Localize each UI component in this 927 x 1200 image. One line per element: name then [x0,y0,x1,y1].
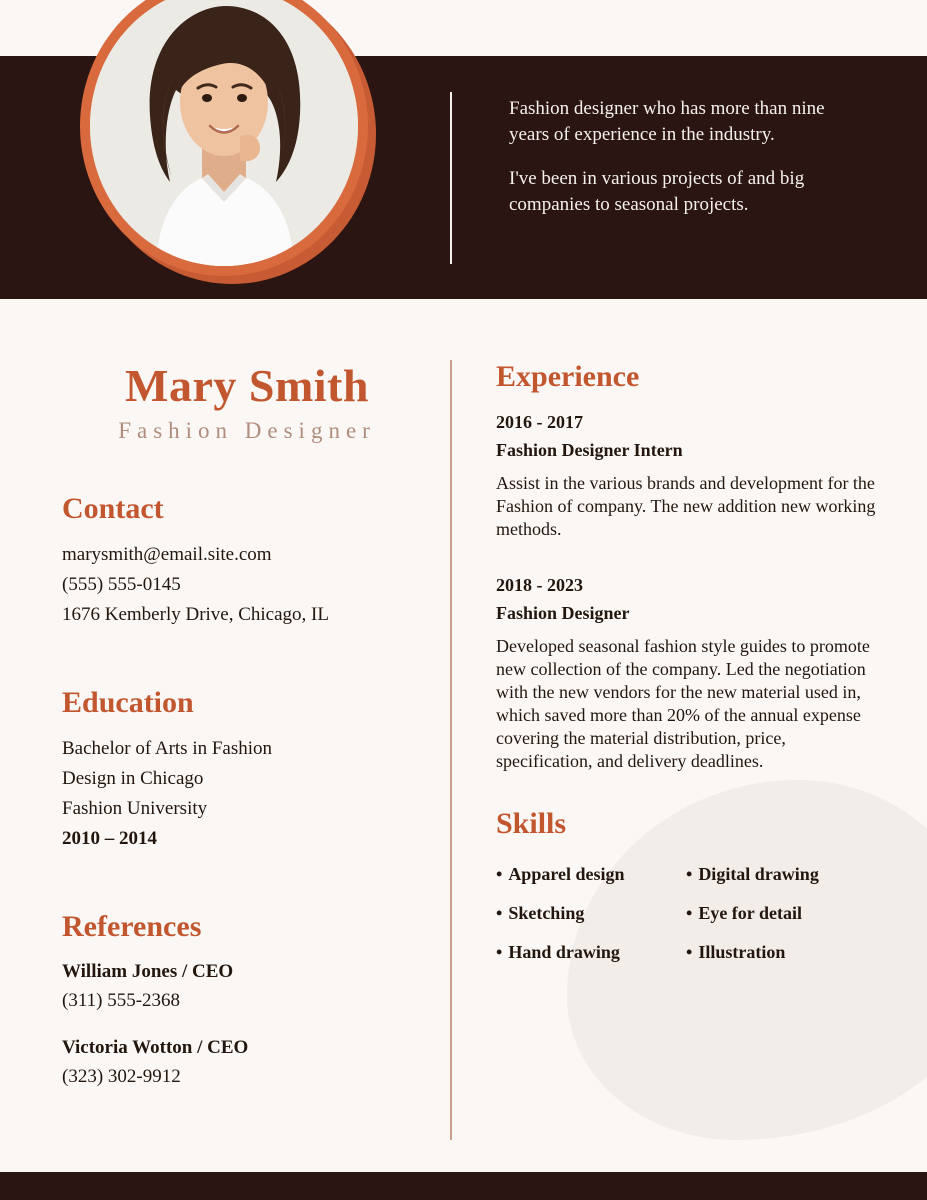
experience-years: 2018 - 2023 [496,575,583,595]
experience-item [496,571,876,773]
reference-name: William Jones / CEO [62,961,234,982]
profile-role: Fashion Designer [118,418,376,443]
reference-name: Victoria Wotton / CEO [62,1037,249,1058]
contact-address: 1676 Kemberly Drive, Chicago, IL [62,604,329,625]
experience-description: Assist in the various brands and development for the Fashion of company. The new addition new working methods. [496,473,876,539]
reference-item [62,1034,432,1092]
contact-section [62,492,432,630]
bullet-icon: • [496,864,503,884]
summary-paragraph-2: I've been in various projects of and big companies to seasonal projects. [509,168,805,215]
skills-list [496,855,876,972]
education-section [62,686,432,854]
education-line-1: Bachelor of Arts in Fashion [62,738,273,759]
profile-summary [509,96,839,218]
skill-item [686,933,876,972]
experience-role: Fashion Designer [496,603,630,623]
experience-item [496,408,876,541]
reference-phone[interactable]: (323) 302-9912 [62,1066,181,1087]
experience-title: Experience [496,360,640,393]
skill-label: Hand drawing [508,942,620,962]
skill-label: Illustration [698,942,786,962]
contact-title: Contact [62,492,164,525]
education-line-2: Design in Chicago [62,768,204,789]
summary-paragraph-1: Fashion designer who has more than nine years of experience in the industry. [509,98,825,145]
references-title: References [62,910,202,943]
experience-description: Developed seasonal fashion style guides to promote new collection of the company. Led the negotiation with the new vendors for the new material used in, which saved more than 20% of the annual expense covering the material distribution, price, specification, and delivery deadlines. [496,636,870,771]
reference-item [62,958,432,1016]
skill-label: Eye for detail [698,903,802,923]
education-years: 2010 – 2014 [62,828,157,849]
skill-label: Apparel design [508,864,625,884]
left-column [62,360,432,1110]
references-section [62,910,432,1092]
reference-phone[interactable]: (311) 555-2368 [62,990,181,1011]
experience-role: Fashion Designer Intern [496,440,683,460]
bullet-icon: • [686,903,693,923]
avatar [80,0,380,296]
skill-item [686,855,876,894]
skill-label: Sketching [508,903,585,923]
skill-label: Digital drawing [698,864,819,884]
page-title: Mary Smith [125,360,369,411]
contact-phone[interactable]: (555) 555-0145 [62,574,181,595]
bullet-icon: • [686,942,693,962]
experience-section [496,360,876,773]
bullet-icon: • [496,903,503,923]
column-divider [450,360,452,1140]
resume-body [0,300,927,1160]
skill-item [496,894,686,933]
education-title: Education [62,686,194,719]
skill-item [686,894,876,933]
header-divider [450,92,452,264]
skill-item [496,855,686,894]
skills-section [496,807,876,972]
right-column [496,360,876,972]
bullet-icon: • [686,864,693,884]
skill-item [496,933,686,972]
education-line-3: Fashion University [62,798,208,819]
skills-title: Skills [496,807,567,840]
experience-years: 2016 - 2017 [496,412,583,432]
bottom-strip [0,1172,927,1200]
bullet-icon: • [496,942,503,962]
contact-email[interactable]: marysmith@email.site.com [62,544,272,565]
